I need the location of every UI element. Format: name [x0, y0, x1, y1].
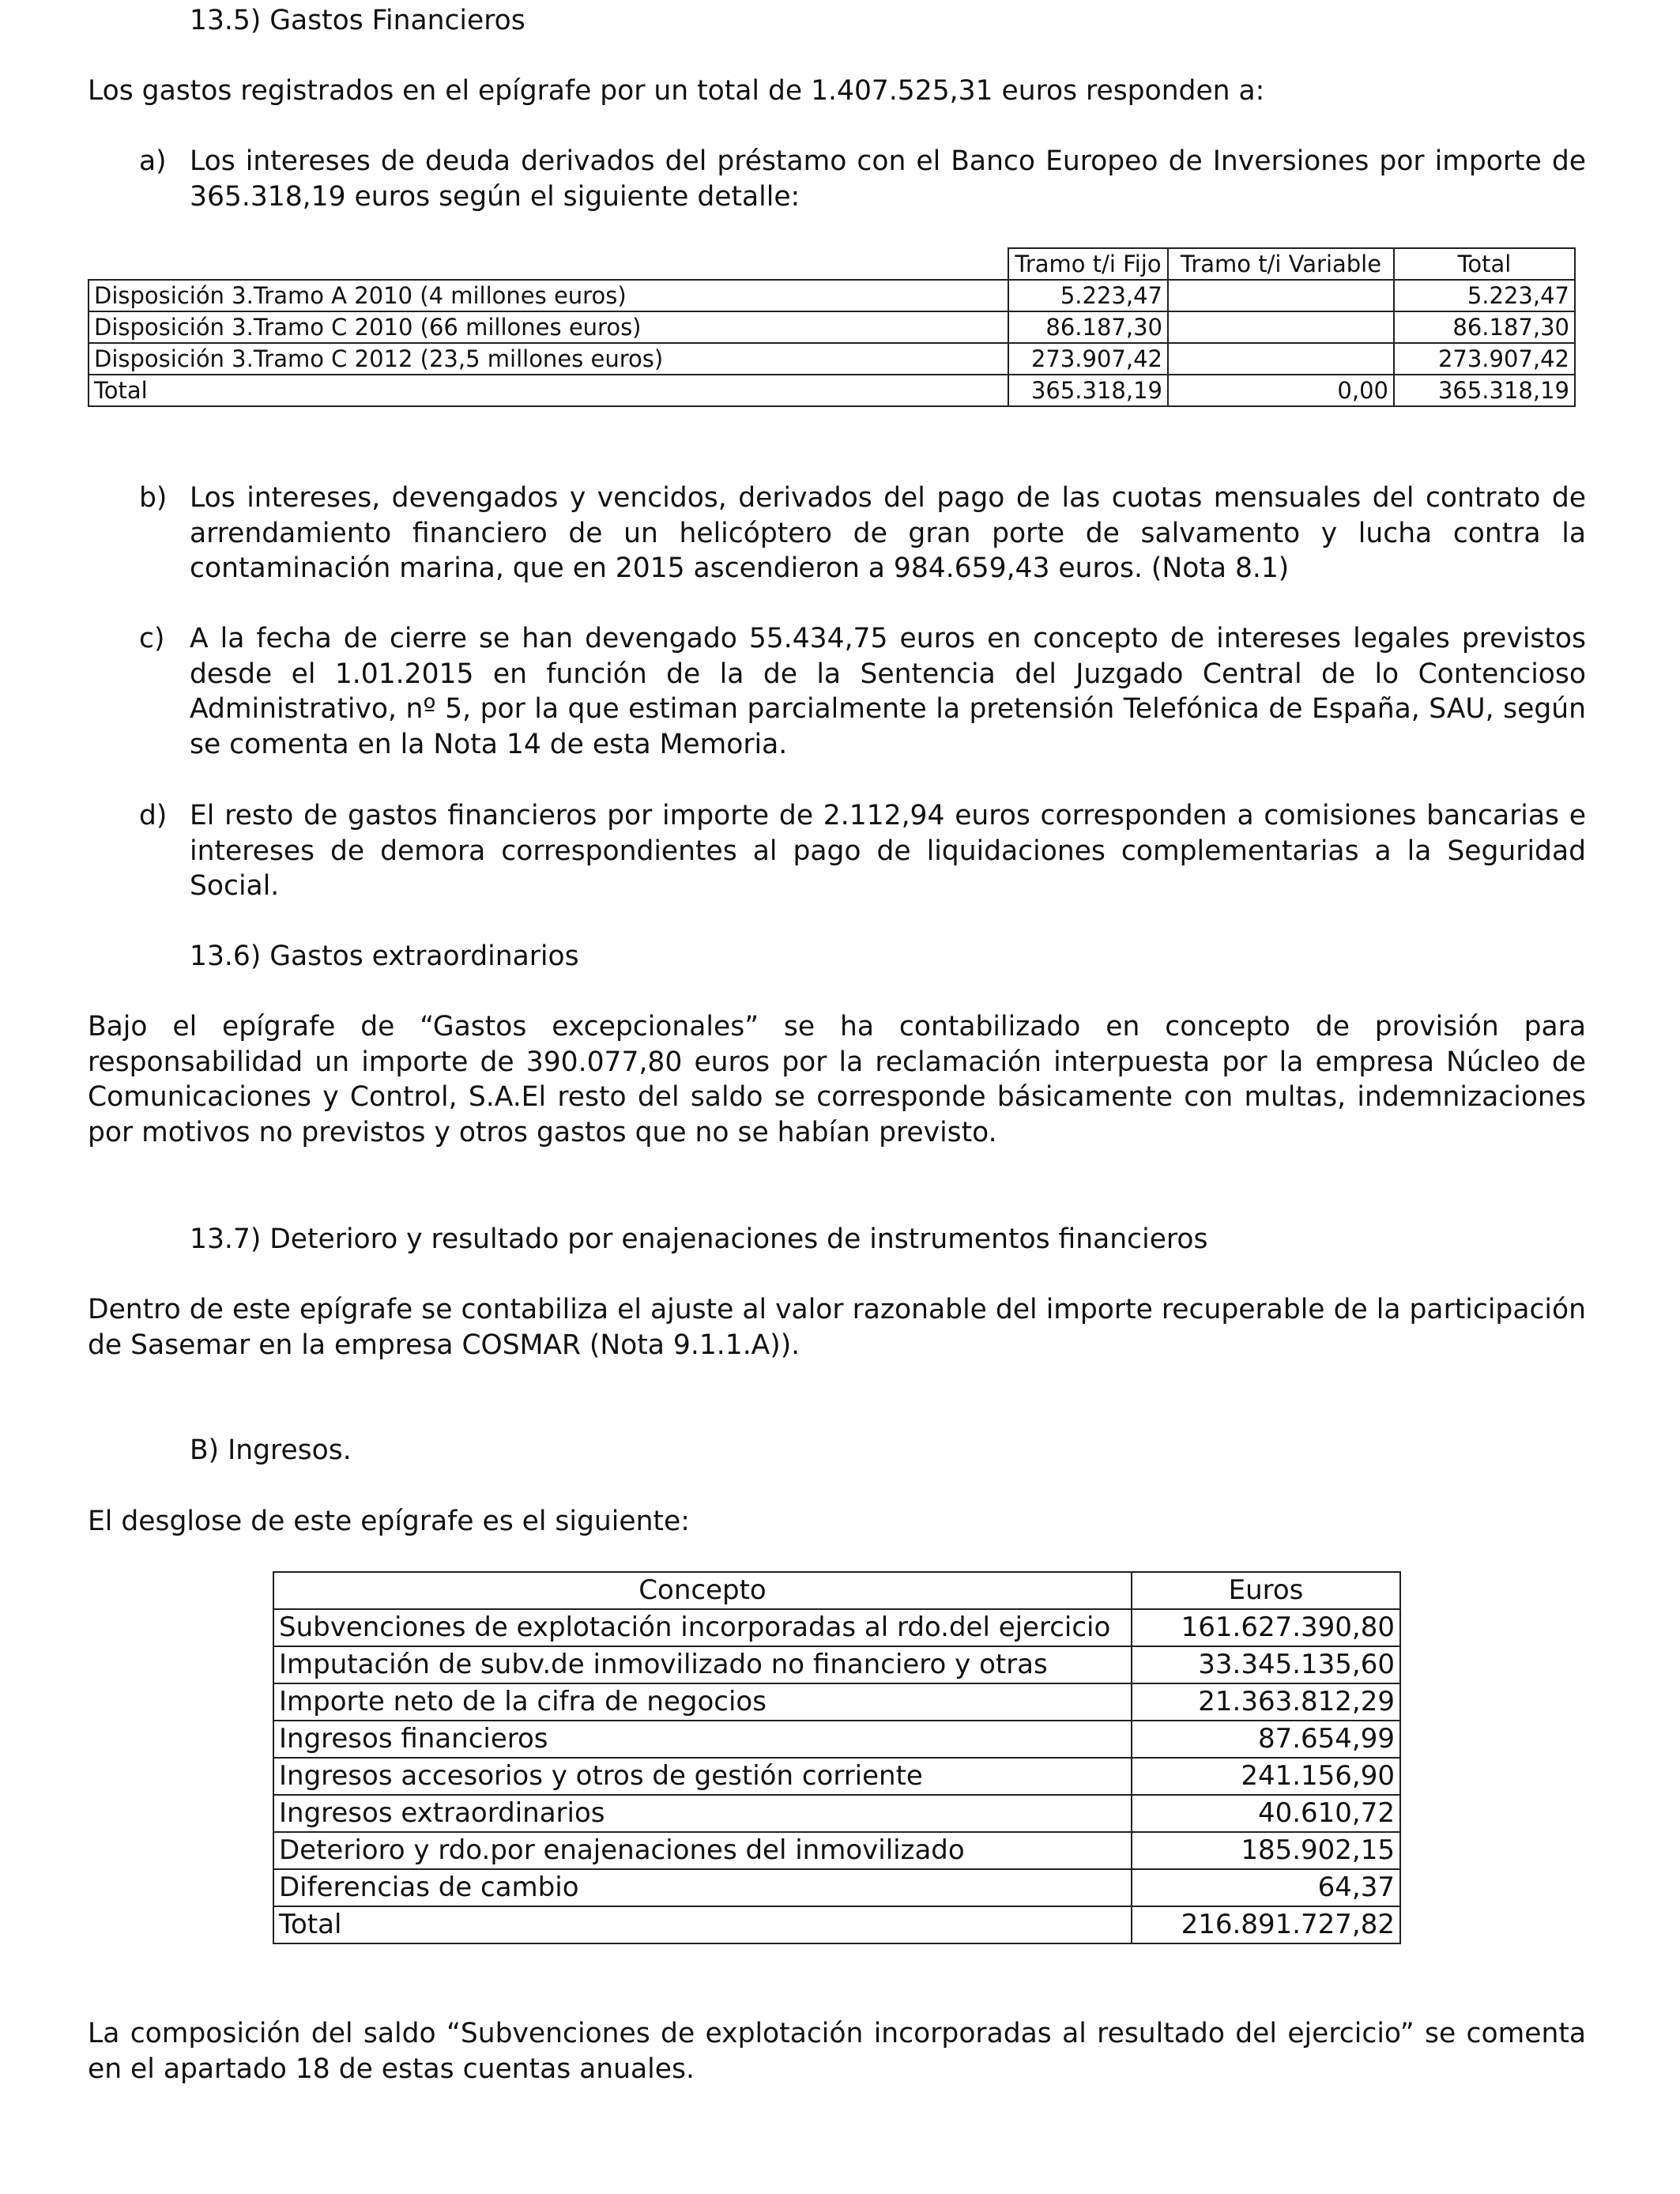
row-label: Disposición 3.Tramo A 2010 (4 millones euros): [89, 280, 1008, 311]
cell-concepto: Diferencias de cambio: [273, 1869, 1132, 1906]
cell-fijo: 86.187,30: [1008, 311, 1168, 343]
list-text: Los intereses de deuda derivados del préstamo con el Banco Europeo de Inversiones por importe de 365.318,19 euros según el siguiente detalle:: [190, 145, 1586, 213]
heading-13-5: 13.5) Gastos Financieros: [190, 5, 525, 36]
list-marker: d): [139, 800, 168, 831]
list-marker: a): [139, 145, 167, 177]
cell-concepto: Imputación de subv.de inmovilizado no financiero y otras: [273, 1646, 1132, 1683]
ingresos-intro: El desglose de este epígrafe es el siguiente:: [88, 1506, 690, 1537]
heading-13-6: 13.6) Gastos extraordinarios: [190, 941, 579, 972]
cell-total: 5.223,47: [1394, 280, 1575, 311]
table-header-row: [89, 248, 1575, 280]
cell-total: 273.907,42: [1394, 343, 1575, 375]
table-total-row: [273, 1906, 1400, 1943]
header-total: Total: [1394, 248, 1575, 280]
list-item-d: [139, 798, 1586, 904]
cell-euros: 216.891.727,82: [1132, 1906, 1400, 1943]
list-text: El resto de gastos financieros por importe de 2.112,94 euros corresponden a comisiones bancarias e intereses de demora correspondientes al pago de liquidaciones complementarias a la Seguridad Social.: [190, 800, 1586, 902]
cell-euros: 64,37: [1132, 1869, 1400, 1906]
header-euros: Euros: [1132, 1572, 1400, 1609]
list-item-b: [139, 481, 1586, 586]
table-row: [273, 1683, 1400, 1721]
paragraph-13-6: Bajo el epígrafe de “Gastos excepcionales” se ha contabilizado en concepto de provisión para responsabilidad un importe de 390.077,80 euros por la reclamación interpuesta por la empresa Núcleo de Comunicaciones y Control, S.A.El resto del saldo se corresponde básicamente con multas, indemnizaciones por motivos no previstos y otros gastos que no se habían previsto.: [88, 1011, 1586, 1148]
ingresos-table: [273, 1571, 1401, 1944]
table-row: [273, 1646, 1400, 1683]
cell-concepto: Ingresos extraordinarios: [273, 1795, 1132, 1832]
header-blank-cell: [89, 248, 1008, 280]
table-row: [273, 1758, 1400, 1795]
cell-fijo: 5.223,47: [1008, 280, 1168, 311]
cell-concepto: Ingresos accesorios y otros de gestión corriente: [273, 1758, 1132, 1795]
cell-euros: 40.610,72: [1132, 1795, 1400, 1832]
cell-total: 365.318,19: [1394, 375, 1575, 406]
loan-interest-table: [88, 247, 1576, 407]
cell-concepto: Ingresos financieros: [273, 1721, 1132, 1758]
table-row: [273, 1869, 1400, 1906]
list-item-a: [139, 144, 1586, 214]
cell-euros: 87.654,99: [1132, 1721, 1400, 1758]
cell-euros: 33.345.135,60: [1132, 1646, 1400, 1683]
closing-paragraph: La composición del saldo “Subvenciones de explotación incorporadas al resultado del ejercicio” se comenta en el apartado 18 de estas cuentas anuales.: [88, 2018, 1586, 2085]
table-row: [273, 1609, 1400, 1646]
list-marker: c): [139, 623, 165, 654]
header-concepto: Concepto: [273, 1572, 1132, 1609]
cell-euros: 185.902,15: [1132, 1832, 1400, 1869]
paragraph-13-7: Dentro de este epígrafe se contabiliza el ajuste al valor razonable del importe recuperable de la participación de Sasemar en la empresa COSMAR (Nota 9.1.1.A)).: [88, 1294, 1586, 1361]
table-header-row: [273, 1572, 1400, 1609]
header-variable: Tramo t/i Variable: [1168, 248, 1394, 280]
cell-variable: [1168, 343, 1394, 375]
heading-ingresos: B) Ingresos.: [190, 1434, 352, 1466]
table-row: [89, 343, 1575, 375]
row-label: Total: [89, 375, 1008, 406]
header-fijo: Tramo t/i Fijo: [1008, 248, 1168, 280]
cell-fijo: 273.907,42: [1008, 343, 1168, 375]
list-item-c: [139, 621, 1586, 762]
table-row: [273, 1721, 1400, 1758]
intro-paragraph: Los gastos registrados en el epígrafe por un total de 1.407.525,31 euros responden a:: [88, 75, 1265, 107]
table-row: [89, 280, 1575, 311]
table-row: [273, 1795, 1400, 1832]
table-row: [89, 311, 1575, 343]
cell-total: 86.187,30: [1394, 311, 1575, 343]
cell-variable: [1168, 311, 1394, 343]
cell-concepto: Subvenciones de explotación incorporadas al rdo.del ejercicio: [273, 1609, 1132, 1646]
row-label: Disposición 3.Tramo C 2012 (23,5 millones euros): [89, 343, 1008, 375]
cell-euros: 21.363.812,29: [1132, 1683, 1400, 1721]
table-row: [273, 1832, 1400, 1869]
cell-variable: [1168, 280, 1394, 311]
cell-concepto: Total: [273, 1906, 1132, 1943]
cell-variable: 0,00: [1168, 375, 1394, 406]
cell-euros: 161.627.390,80: [1132, 1609, 1400, 1646]
cell-fijo: 365.318,19: [1008, 375, 1168, 406]
table-total-row: [89, 375, 1575, 406]
row-label: Disposición 3.Tramo C 2010 (66 millones euros): [89, 311, 1008, 343]
cell-euros: 241.156,90: [1132, 1758, 1400, 1795]
list-text: Los intereses, devengados y vencidos, derivados del pago de las cuotas mensuales del contrato de arrendamiento financiero de un helicóptero de gran porte de salvamento y lucha contra la contaminación marina, que en 2015 ascendieron a 984.659,43 euros. (Nota 8.1): [190, 482, 1586, 584]
list-marker: b): [139, 482, 168, 514]
cell-concepto: Deterioro y rdo.por enajenaciones del inmovilizado: [273, 1832, 1132, 1869]
cell-concepto: Importe neto de la cifra de negocios: [273, 1683, 1132, 1721]
heading-13-7: 13.7) Deterioro y resultado por enajenaciones de instrumentos financieros: [190, 1223, 1208, 1255]
list-text: A la fecha de cierre se han devengado 55.434,75 euros en concepto de intereses legales previstos desde el 1.01.2015 en función de la de la Sentencia del Juzgado Central de lo Contencioso Administrativo, nº 5, por la que estiman parcialmente la pretensión Telefónica de España, SAU, según se comenta en la Nota 14 de esta Memoria.: [190, 623, 1586, 760]
